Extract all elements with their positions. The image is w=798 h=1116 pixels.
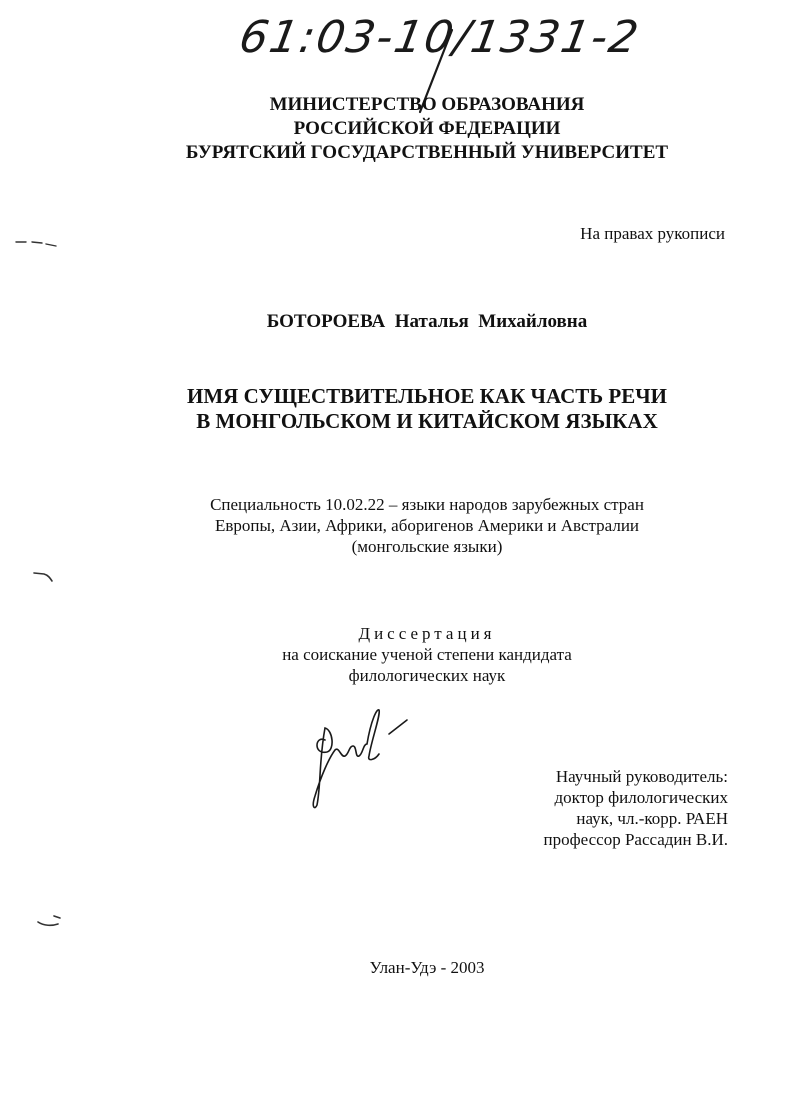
rights-note: На правах рукописи [580, 224, 725, 243]
thesis-title [0, 384, 798, 434]
supervisor-label: Научный руководитель: [555, 767, 728, 786]
ministry-line-2: РОССИЙСКОЙ ФЕДЕРАЦИИ [293, 118, 561, 139]
handwritten-archive-code: 61:03-10/1331-2 [235, 12, 644, 63]
author-block [0, 311, 798, 333]
title-line-2: В МОНГОЛЬСКОМ И КИТАЙСКОМ ЯЗЫКАХ [196, 409, 658, 433]
title-line-1: ИМЯ СУЩЕСТВИТЕЛЬНОЕ КАК ЧАСТЬ РЕЧИ [187, 384, 667, 408]
organization-block [0, 93, 798, 165]
supervisor-name: профессор Рассадин В.И. [543, 830, 728, 849]
specialty-block [0, 494, 798, 557]
thesis-field-line: филологических наук [348, 666, 506, 685]
city-year: Улан-Удэ - 2003 [369, 958, 485, 977]
thesis-block [0, 623, 798, 686]
supervisor-membership: наук, чл.-корр. РАЕН [576, 809, 728, 828]
university-name: БУРЯТСКИЙ ГОСУДАРСТВЕННЫЙ УНИВЕРСИТЕТ [185, 142, 669, 163]
thesis-degree-line: на соискание ученой степени кандидата [282, 645, 572, 664]
scan-mark-bottom [34, 912, 68, 934]
scan-mark-middle [30, 568, 60, 586]
thesis-type: Диссертация [358, 624, 496, 643]
specialty-line-1: Специальность 10.02.22 – языки народов зарубежных стран [210, 495, 644, 514]
supervisor-degree: доктор филологических [554, 788, 728, 807]
author-name: БОТОРОЕВА Наталья Михайловна [266, 311, 588, 332]
city-year-block [0, 958, 798, 978]
supervisor-block [544, 766, 728, 850]
specialty-line-3: (монгольские языки) [351, 537, 503, 556]
scan-mark-top [12, 236, 62, 250]
ministry-line-1: МИНИСТЕРСТВО ОБРАЗОВАНИЯ [269, 94, 585, 115]
specialty-line-2: Европы, Азии, Африки, аборигенов Америки и Австралии [214, 516, 640, 535]
handwritten-signature [305, 700, 415, 815]
